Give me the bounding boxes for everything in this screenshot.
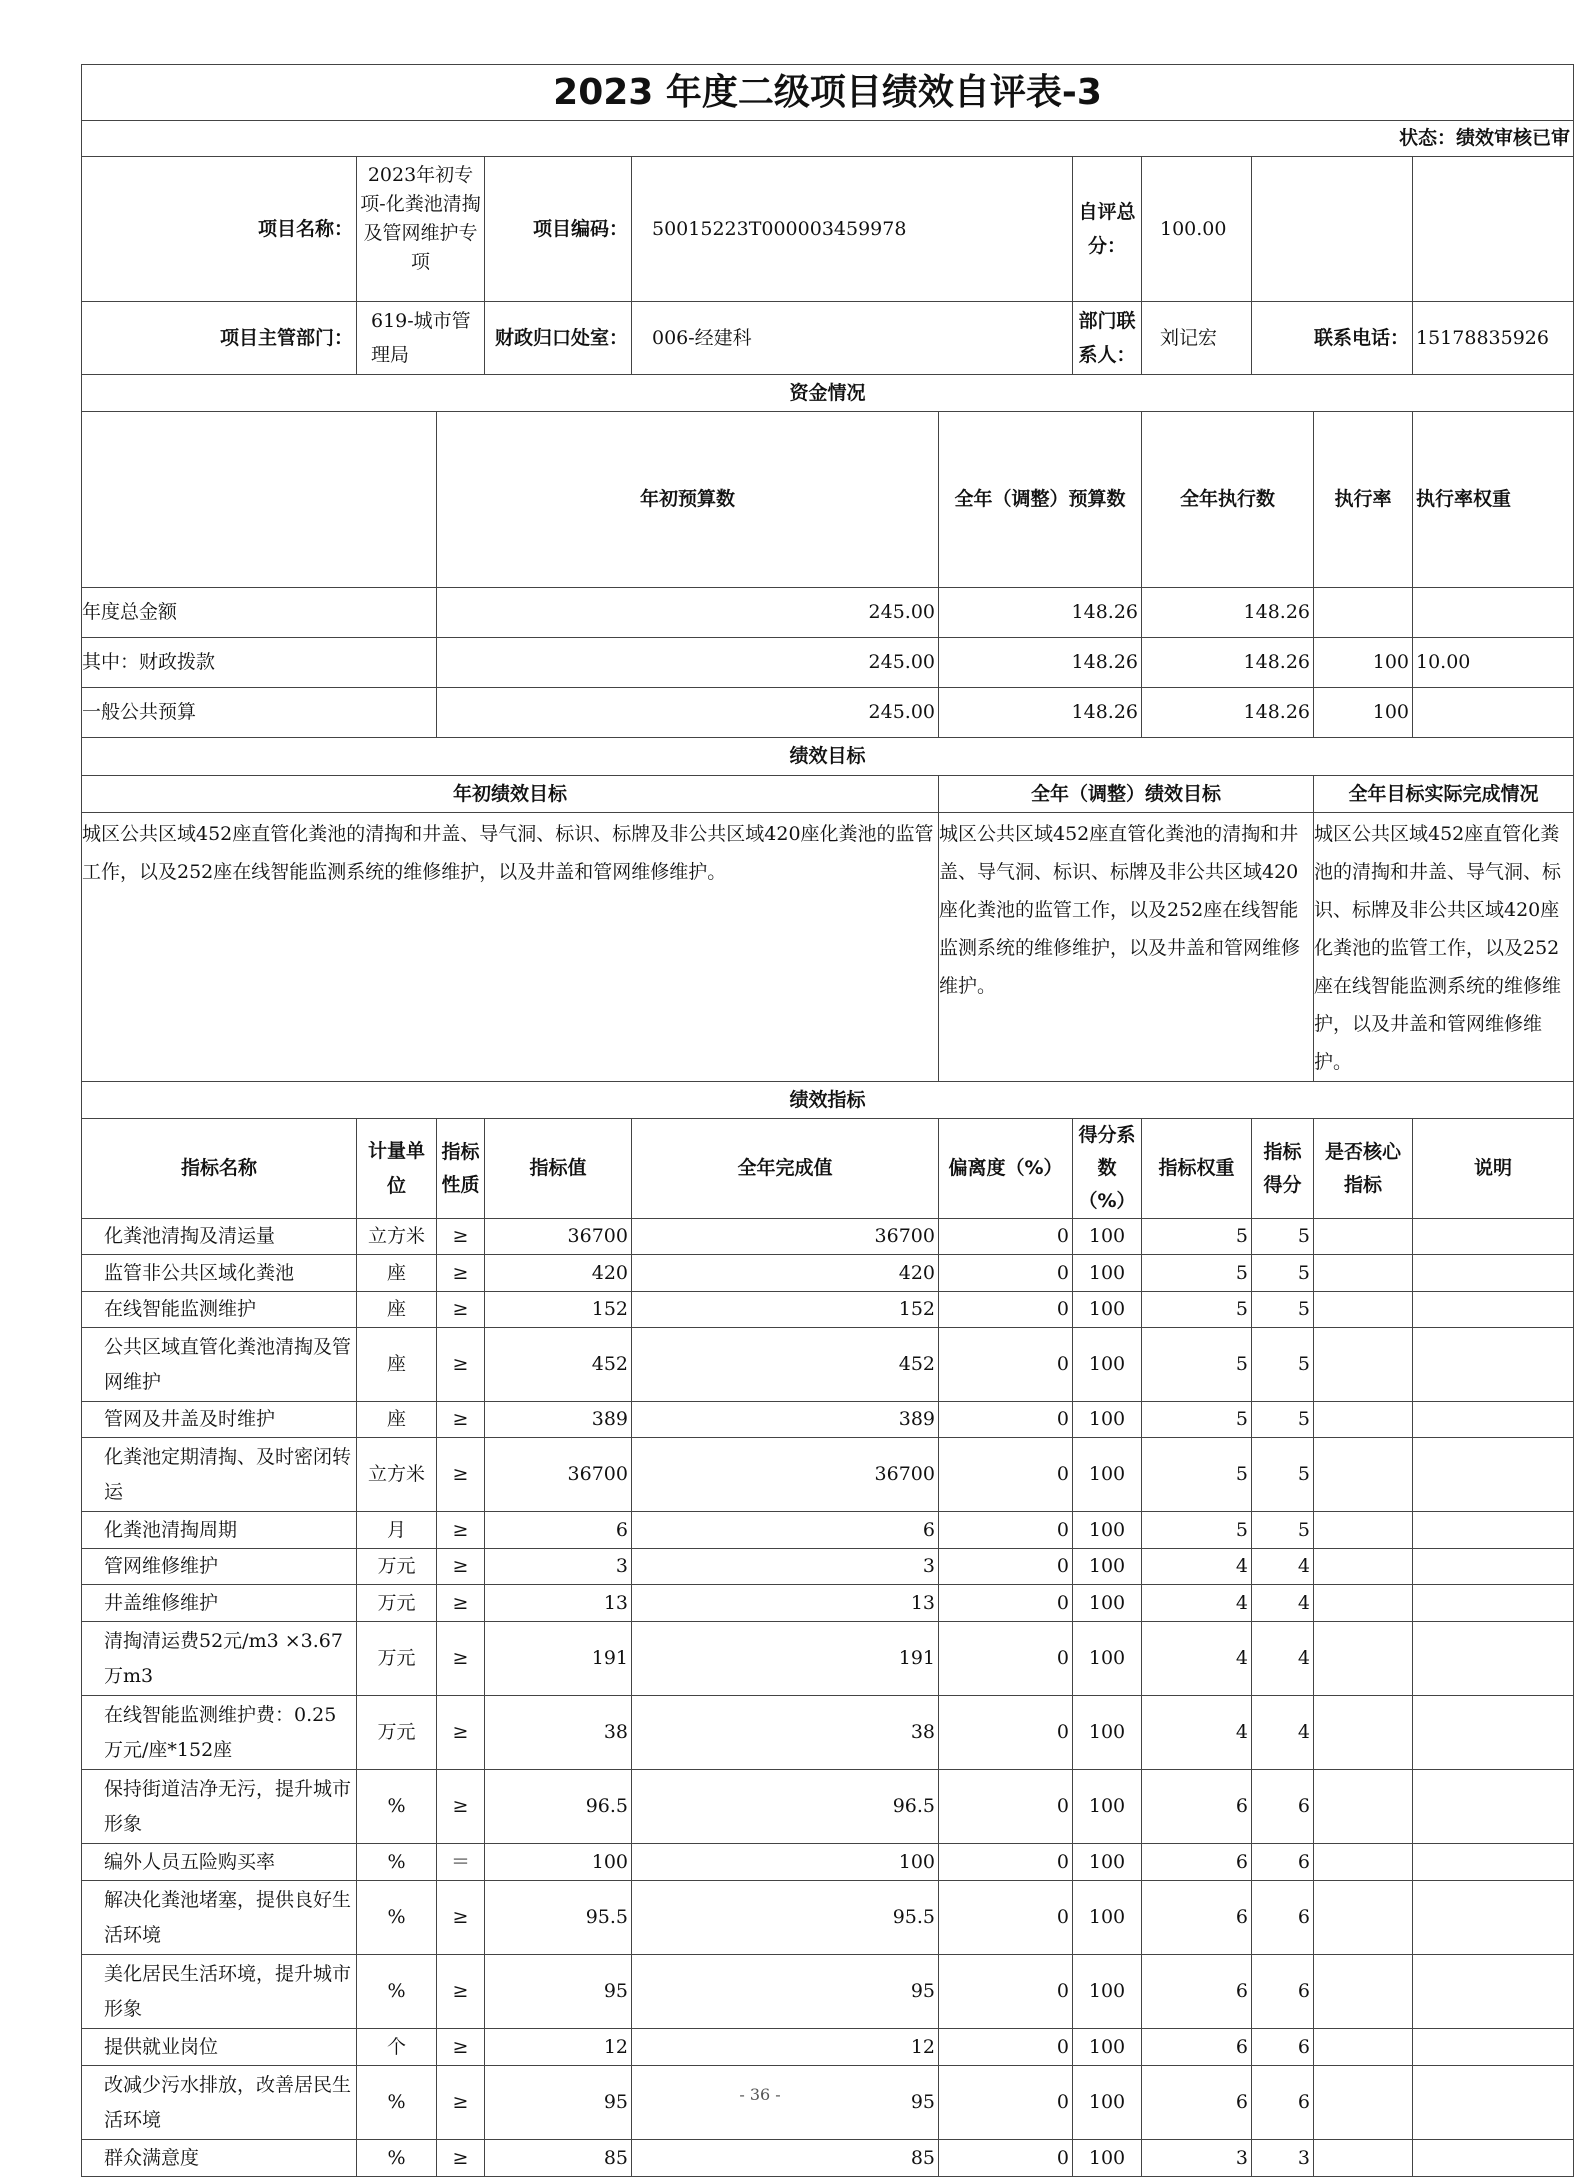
indicator-coefficient: 100 [1073,2066,1142,2140]
indicator-completed: 100 [632,1844,939,1881]
project-name-label: 项目名称： [82,157,357,302]
indicator-unit: 座 [357,1328,437,1402]
indicator-core-flag [1314,1402,1413,1438]
page-number: - 36 - [739,2085,781,2104]
indicator-deviation: 0 [939,1255,1073,1292]
funds-weight: 10.00 [1413,638,1574,688]
indicator-deviation: 0 [939,1585,1073,1622]
indicator-name: 在线智能监测维护费：0.25万元/座*152座 [82,1696,357,1770]
indicator-note [1413,1512,1574,1549]
indicator-unit: % [357,1955,437,2029]
indicator-coefficient: 100 [1073,2029,1142,2066]
indicator-unit: 立方米 [357,1219,437,1255]
finance-office-value: 006-经建科 [632,302,1073,375]
indicator-weight: 6 [1142,2066,1252,2140]
indicator-weight: 6 [1142,2029,1252,2066]
indicator-core-flag [1314,1696,1413,1770]
indicator-score: 5 [1252,1438,1314,1512]
indicator-note [1413,2140,1574,2177]
funds-header: 执行率权重 [1413,412,1574,588]
indicator-completed: 38 [632,1696,939,1770]
project-name-value: 2023年初专项-化粪池清掏及管网维护专项 [357,157,485,302]
funds-rate [1314,588,1413,638]
indicator-name: 管网及井盖及时维护 [82,1402,357,1438]
indicator-nature: ≥ [437,1219,485,1255]
empty-cell [1413,157,1574,302]
indicator-target: 6 [485,1512,632,1549]
indicator-coefficient: 100 [1073,1770,1142,1844]
funds-rate: 100 [1314,688,1413,738]
indicator-unit: 个 [357,2029,437,2066]
indicator-name: 公共区域直管化粪池清掏及管网维护 [82,1328,357,1402]
indicator-name: 化粪池清掏及清运量 [82,1219,357,1255]
indicator-score: 4 [1252,1622,1314,1696]
indicator-weight: 4 [1142,1549,1252,1585]
indicator-coefficient: 100 [1073,1844,1142,1881]
indicator-weight: 6 [1142,1770,1252,1844]
goals-section-heading: 绩效目标 [82,738,1574,776]
table-row [82,1438,1574,1512]
goals-adjusted-heading: 全年（调整）绩效目标 [939,776,1314,813]
funds-initial: 245.00 [437,588,939,638]
funds-header: 执行率 [1314,412,1413,588]
indicator-header: 全年完成值 [632,1119,939,1219]
indicator-completed: 389 [632,1402,939,1438]
indicator-score: 6 [1252,2029,1314,2066]
indicator-unit: % [357,1844,437,1881]
indicator-weight: 5 [1142,1438,1252,1512]
indicator-note [1413,1219,1574,1255]
indicator-coefficient: 100 [1073,1549,1142,1585]
indicator-coefficient: 100 [1073,1402,1142,1438]
indicator-completed: 13 [632,1585,939,1622]
indicator-deviation: 0 [939,1770,1073,1844]
indicator-target: 95 [485,1955,632,2029]
indicator-header: 指标得分 [1252,1119,1314,1219]
indicator-name: 井盖维修维护 [82,1585,357,1622]
indicator-completed: 95.5 [632,1881,939,1955]
table-row [82,1328,1574,1402]
table-row [82,1255,1574,1292]
indicator-completed: 12 [632,2029,939,2066]
indicator-coefficient: 100 [1073,1585,1142,1622]
indicator-core-flag [1314,1219,1413,1255]
indicator-unit: % [357,2066,437,2140]
indicator-core-flag [1314,1622,1413,1696]
indicator-target: 3 [485,1549,632,1585]
indicator-note [1413,1328,1574,1402]
indicator-weight: 5 [1142,1402,1252,1438]
indicator-nature: ≥ [437,1292,485,1328]
indicator-note [1413,1844,1574,1881]
indicator-nature: ≥ [437,2140,485,2177]
indicator-note [1413,1255,1574,1292]
indicator-note [1413,1770,1574,1844]
indicator-unit: 座 [357,1255,437,1292]
indicator-score: 5 [1252,1512,1314,1549]
indicator-nature: ≥ [437,1255,485,1292]
indicator-note [1413,1955,1574,2029]
indicator-name: 提供就业岗位 [82,2029,357,2066]
funds-header: 全年（调整）预算数 [939,412,1142,588]
indicator-target: 452 [485,1328,632,1402]
indicator-note [1413,1549,1574,1585]
indicator-nature: ≥ [437,1770,485,1844]
indicator-completed: 191 [632,1622,939,1696]
indicator-core-flag [1314,1770,1413,1844]
indicator-target: 95 [485,2066,632,2140]
indicator-unit: % [357,1770,437,1844]
indicator-core-flag [1314,2140,1413,2177]
indicator-deviation: 0 [939,1328,1073,1402]
table-row [82,1549,1574,1585]
indicator-target: 85 [485,2140,632,2177]
funds-adjusted: 148.26 [939,588,1142,638]
indicator-unit: 座 [357,1292,437,1328]
indicator-deviation: 0 [939,2029,1073,2066]
table-row [82,2029,1574,2066]
indicator-coefficient: 100 [1073,1255,1142,1292]
indicator-weight: 5 [1142,1255,1252,1292]
funds-weight [1413,688,1574,738]
empty-cell [1252,157,1413,302]
indicator-nature: ≥ [437,1402,485,1438]
funds-initial: 245.00 [437,688,939,738]
page-title: 2023 年度二级项目绩效自评表-3 [82,65,1574,121]
indicator-completed: 36700 [632,1219,939,1255]
indicator-score: 3 [1252,2140,1314,2177]
indicator-deviation: 0 [939,1881,1073,1955]
indicator-deviation: 0 [939,1844,1073,1881]
indicator-target: 96.5 [485,1770,632,1844]
indicator-coefficient: 100 [1073,2140,1142,2177]
funds-header: 年初预算数 [437,412,939,588]
indicator-score: 5 [1252,1255,1314,1292]
contact-value: 刘记宏 [1142,302,1252,375]
indicator-name: 在线智能监测维护 [82,1292,357,1328]
indicator-header: 指标性质 [437,1119,485,1219]
funds-adjusted: 148.26 [939,688,1142,738]
indicator-target: 152 [485,1292,632,1328]
department-value: 619-城市管理局 [357,302,485,375]
funds-section-heading: 资金情况 [82,375,1574,412]
table-row [82,1770,1574,1844]
indicator-weight: 5 [1142,1328,1252,1402]
indicator-note [1413,1402,1574,1438]
indicator-score: 5 [1252,1219,1314,1255]
indicator-nature: ≥ [437,1585,485,1622]
phone-value: 15178835926 [1413,302,1574,375]
phone-label: 联系电话： [1252,302,1413,375]
indicator-note [1413,2029,1574,2066]
table-row [82,1696,1574,1770]
indicator-weight: 5 [1142,1219,1252,1255]
funds-rate: 100 [1314,638,1413,688]
indicator-unit: 座 [357,1402,437,1438]
indicator-core-flag [1314,1292,1413,1328]
indicator-unit: 万元 [357,1585,437,1622]
indicator-target: 13 [485,1585,632,1622]
indicator-nature: ≥ [437,2066,485,2140]
indicator-rows [82,1219,1574,2177]
indicator-weight: 5 [1142,1512,1252,1549]
goals-initial-heading: 年初绩效目标 [82,776,939,813]
table-row [82,1955,1574,2029]
indicator-coefficient: 100 [1073,1328,1142,1402]
indicator-unit: 万元 [357,1696,437,1770]
indicator-target: 12 [485,2029,632,2066]
indicator-deviation: 0 [939,1549,1073,1585]
indicator-note [1413,1881,1574,1955]
indicator-core-flag [1314,1585,1413,1622]
indicator-coefficient: 100 [1073,1512,1142,1549]
indicator-deviation: 0 [939,1512,1073,1549]
table-row [82,1219,1574,1255]
indicator-completed: 452 [632,1328,939,1402]
indicator-core-flag [1314,2029,1413,2066]
indicator-core-flag [1314,1881,1413,1955]
indicator-completed: 95 [632,2066,939,2140]
indicator-nature: ＝ [437,1844,485,1881]
indicator-note [1413,1622,1574,1696]
indicator-completed: 420 [632,1255,939,1292]
goals-initial-text: 城区公共区域452座直管化粪池的清掏和井盖、导气洞、标识、标牌及非公共区域420座化粪池的监管工作，以及252座在线智能监测系统的维修维护，以及井盖和管网维修维护。 [82,813,939,1082]
indicator-score: 6 [1252,1881,1314,1955]
indicator-deviation: 0 [939,2066,1073,2140]
indicator-weight: 4 [1142,1585,1252,1622]
funds-executed: 148.26 [1142,588,1314,638]
department-label: 项目主管部门： [82,302,357,375]
indicator-target: 95.5 [485,1881,632,1955]
indicator-header: 是否核心指标 [1314,1119,1413,1219]
indicator-deviation: 0 [939,1438,1073,1512]
indicator-target: 191 [485,1622,632,1696]
indicator-unit: 万元 [357,1622,437,1696]
indicator-target: 36700 [485,1219,632,1255]
table-row [82,1844,1574,1881]
indicator-nature: ≥ [437,1549,485,1585]
indicator-core-flag [1314,1549,1413,1585]
indicator-coefficient: 100 [1073,1438,1142,1512]
indicator-deviation: 0 [939,1219,1073,1255]
indicator-coefficient: 100 [1073,1219,1142,1255]
indicator-header: 指标权重 [1142,1119,1252,1219]
score-value: 100.00 [1142,157,1252,302]
table-row [82,1622,1574,1696]
table-row [82,1585,1574,1622]
funds-executed: 148.26 [1142,688,1314,738]
indicator-core-flag [1314,1512,1413,1549]
indicator-unit: 立方米 [357,1438,437,1512]
indicator-score: 6 [1252,2066,1314,2140]
indicator-header: 偏离度（%） [939,1119,1073,1219]
indicator-completed: 96.5 [632,1770,939,1844]
indicator-unit: 月 [357,1512,437,1549]
indicator-header: 计量单位 [357,1119,437,1219]
performance-self-evaluation-table [81,64,1574,2177]
indicator-name: 美化居民生活环境，提升城市形象 [82,1955,357,2029]
indicator-completed: 95 [632,1955,939,2029]
indicator-note [1413,1696,1574,1770]
indicator-deviation: 0 [939,1402,1073,1438]
indicator-score: 6 [1252,1955,1314,2029]
indicator-completed: 3 [632,1549,939,1585]
indicator-note [1413,1292,1574,1328]
indicator-target: 420 [485,1255,632,1292]
indicator-nature: ≥ [437,1438,485,1512]
indicator-completed: 152 [632,1292,939,1328]
funds-header: 全年执行数 [1142,412,1314,588]
score-label: 自评总分： [1073,157,1142,302]
indicator-deviation: 0 [939,2140,1073,2177]
indicator-coefficient: 100 [1073,1881,1142,1955]
indicator-unit: % [357,1881,437,1955]
table-row [82,1881,1574,1955]
indicator-score: 5 [1252,1292,1314,1328]
table-row [82,1292,1574,1328]
goals-adjusted-text: 城区公共区域452座直管化粪池的清掏和井盖、导气洞、标识、标牌及非公共区域420座化粪池的监管工作，以及252座在线智能监测系统的维修维护，以及井盖和管网维修维护。 [939,813,1314,1082]
indicator-weight: 6 [1142,1881,1252,1955]
indicators-section-heading: 绩效指标 [82,1082,1574,1119]
indicator-completed: 85 [632,2140,939,2177]
table-row [82,1402,1574,1438]
indicator-header: 说明 [1413,1119,1574,1219]
indicator-deviation: 0 [939,1955,1073,2029]
indicator-weight: 4 [1142,1696,1252,1770]
indicator-target: 100 [485,1844,632,1881]
indicator-coefficient: 100 [1073,1955,1142,2029]
indicator-note [1413,1438,1574,1512]
indicator-completed: 36700 [632,1438,939,1512]
funds-adjusted: 148.26 [939,638,1142,688]
indicator-name: 编外人员五险购买率 [82,1844,357,1881]
indicator-core-flag [1314,1844,1413,1881]
indicator-score: 5 [1252,1328,1314,1402]
indicator-header: 得分系数（%） [1073,1119,1142,1219]
finance-office-label: 财政归口处室： [485,302,632,375]
indicator-score: 4 [1252,1549,1314,1585]
indicator-name: 改减少污水排放，改善居民生活环境 [82,2066,357,2140]
funds-row-name: 年度总金额 [82,588,437,638]
indicator-nature: ≥ [437,1881,485,1955]
empty-cell [82,412,437,588]
indicator-score: 6 [1252,1844,1314,1881]
indicator-core-flag [1314,1955,1413,2029]
indicator-nature: ≥ [437,1622,485,1696]
contact-label: 部门联系人： [1073,302,1142,375]
indicator-weight: 6 [1142,1955,1252,2029]
indicator-weight: 3 [1142,2140,1252,2177]
indicator-nature: ≥ [437,1696,485,1770]
indicator-nature: ≥ [437,2029,485,2066]
indicator-core-flag [1314,1438,1413,1512]
indicator-core-flag [1314,1328,1413,1402]
indicator-score: 5 [1252,1402,1314,1438]
indicator-header: 指标名称 [82,1119,357,1219]
indicator-name: 保持街道洁净无污，提升城市形象 [82,1770,357,1844]
indicator-name: 群众满意度 [82,2140,357,2177]
indicator-coefficient: 100 [1073,1622,1142,1696]
indicator-name: 清掏清运费52元/m3 ×3.67万m3 [82,1622,357,1696]
status-text: 状态：绩效审核已审 [82,121,1574,157]
indicator-nature: ≥ [437,1512,485,1549]
indicator-target: 38 [485,1696,632,1770]
indicator-note [1413,1585,1574,1622]
indicator-nature: ≥ [437,1955,485,2029]
indicator-completed: 6 [632,1512,939,1549]
funds-weight [1413,588,1574,638]
goals-actual-heading: 全年目标实际完成情况 [1314,776,1574,813]
table-row [82,1512,1574,1549]
funds-executed: 148.26 [1142,638,1314,688]
indicator-core-flag [1314,1255,1413,1292]
indicator-nature: ≥ [437,1328,485,1402]
indicator-deviation: 0 [939,1696,1073,1770]
indicator-deviation: 0 [939,1292,1073,1328]
indicator-deviation: 0 [939,1622,1073,1696]
indicator-score: 4 [1252,1696,1314,1770]
indicator-name: 监管非公共区域化粪池 [82,1255,357,1292]
funds-row-name: 一般公共预算 [82,688,437,738]
funds-initial: 245.00 [437,638,939,688]
table-row [82,2140,1574,2177]
indicator-name: 化粪池清掏周期 [82,1512,357,1549]
indicator-name: 管网维修维护 [82,1549,357,1585]
indicator-weight: 6 [1142,1844,1252,1881]
indicator-coefficient: 100 [1073,1292,1142,1328]
indicator-name: 解决化粪池堵塞，提供良好生活环境 [82,1881,357,1955]
indicator-target: 36700 [485,1438,632,1512]
indicator-name: 化粪池定期清掏、及时密闭转运 [82,1438,357,1512]
indicator-score: 6 [1252,1770,1314,1844]
indicator-header: 指标值 [485,1119,632,1219]
indicator-unit: 万元 [357,1549,437,1585]
indicator-score: 4 [1252,1585,1314,1622]
indicator-target: 389 [485,1402,632,1438]
indicator-coefficient: 100 [1073,1696,1142,1770]
goals-actual-text: 城区公共区域452座直管化粪池的清掏和井盖、导气洞、标识、标牌及非公共区域420座化粪池的监管工作，以及252座在线智能监测系统的维修维护，以及井盖和管网维修维护。 [1314,813,1574,1082]
funds-row-name: 其中：财政拨款 [82,638,437,688]
indicator-weight: 5 [1142,1292,1252,1328]
indicator-unit: % [357,2140,437,2177]
project-code-label: 项目编码： [485,157,632,302]
project-code-value: 50015223T000003459978 [632,157,1073,302]
indicator-weight: 4 [1142,1622,1252,1696]
